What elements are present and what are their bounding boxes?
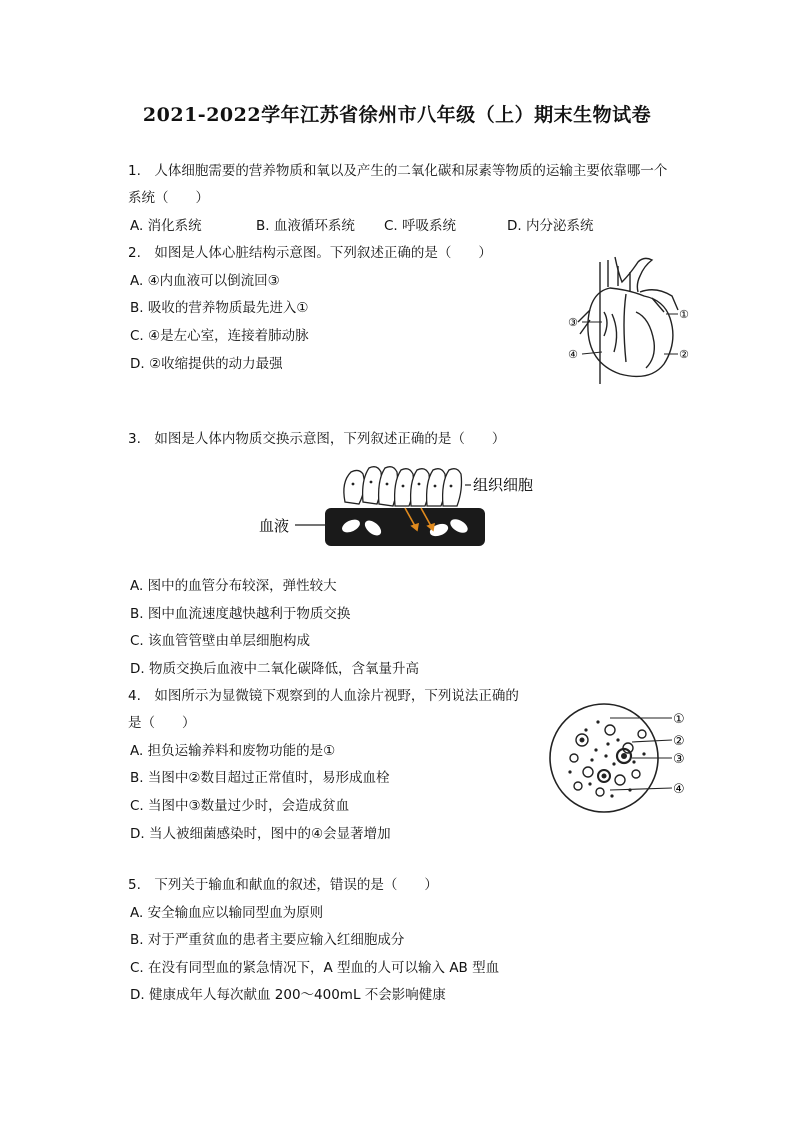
q5-option-a: A. 安全输血应以输同型血为原则: [130, 905, 324, 921]
q2-stem: 2. 如图是人体心脏结构示意图。下列叙述正确的是（ ）: [128, 245, 492, 261]
q1-option-c: C. 呼吸系统: [384, 218, 457, 234]
smear-label-1: ①: [673, 712, 685, 727]
heart-label-3: ③: [568, 316, 578, 329]
q2-option-c: C. ④是左心室，连接着肺动脉: [130, 328, 309, 344]
q1-option-d: D. 内分泌系统: [507, 218, 594, 234]
q4-stem-line2: 是（ ）: [128, 715, 196, 731]
q4-option-c: C. 当图中③数量过少时，会造成贫血: [130, 798, 350, 814]
q3-option-a: A. 图中的血管分布较深，弹性较大: [130, 578, 337, 594]
q3-option-c: C. 该血管管壁由单层细胞构成: [130, 633, 311, 649]
q1-stem-line2: 系统（ ）: [128, 190, 209, 206]
label-tissue-cells: 组织细胞: [473, 476, 534, 494]
q1-stem-line1: 1. 人体细胞需要的营养物质和氧以及产生的二氧化碳和尿素等物质的运输主要依靠哪一个: [128, 163, 668, 179]
smear-label-2: ②: [673, 734, 685, 749]
heart-label-1: ①: [679, 308, 689, 321]
heart-label-4: ④: [568, 348, 578, 361]
q3-stem: 3. 如图是人体内物质交换示意图，下列叙述正确的是（ ）: [128, 431, 506, 447]
q5-stem: 5. 下列关于输血和献血的叙述，错误的是（ ）: [128, 877, 438, 893]
q4-stem-line1: 4. 如图所示为显微镜下观察到的人血涂片视野，下列说法正确的: [128, 688, 519, 704]
q5-option-b: B. 对于严重贫血的患者主要应输入红细胞成分: [130, 932, 405, 948]
q3-option-b: B. 图中血流速度越快越利于物质交换: [130, 606, 351, 622]
q2-option-d: D. ②收缩提供的动力最强: [130, 356, 283, 372]
heart-diagram: [560, 252, 700, 392]
smear-label-3: ③: [673, 752, 685, 767]
q4-option-d: D. 当人被细菌感染时，图中的④会显著增加: [130, 826, 391, 842]
q1-option-b: B. 血液循环系统: [256, 218, 355, 234]
capillary-diagram: [255, 460, 555, 556]
q5-option-c: C. 在没有同型血的紧急情况下，A 型血的人可以输入 AB 型血: [130, 960, 500, 976]
q1-option-a: A. 消化系统: [130, 218, 202, 234]
label-blood: 血液: [259, 517, 290, 535]
blood-smear-diagram: [548, 700, 694, 818]
q3-option-d: D. 物质交换后血液中二氧化碳降低，含氧量升高: [130, 661, 419, 677]
q4-option-b: B. 当图中②数目超过正常值时，易形成血栓: [130, 770, 390, 786]
q4-option-a: A. 担负运输养料和废物功能的是①: [130, 743, 336, 759]
q2-option-a: A. ④内血液可以倒流回③: [130, 273, 280, 289]
page-title: 2021-2022学年江苏省徐州市八年级（上）期末生物试卷: [142, 104, 652, 126]
q5-option-d: D. 健康成年人每次献血 200～400mL 不会影响健康: [130, 987, 446, 1003]
smear-label-4: ④: [673, 782, 685, 797]
q2-option-b: B. 吸收的营养物质最先进入①: [130, 300, 309, 316]
heart-label-2: ②: [679, 348, 689, 361]
